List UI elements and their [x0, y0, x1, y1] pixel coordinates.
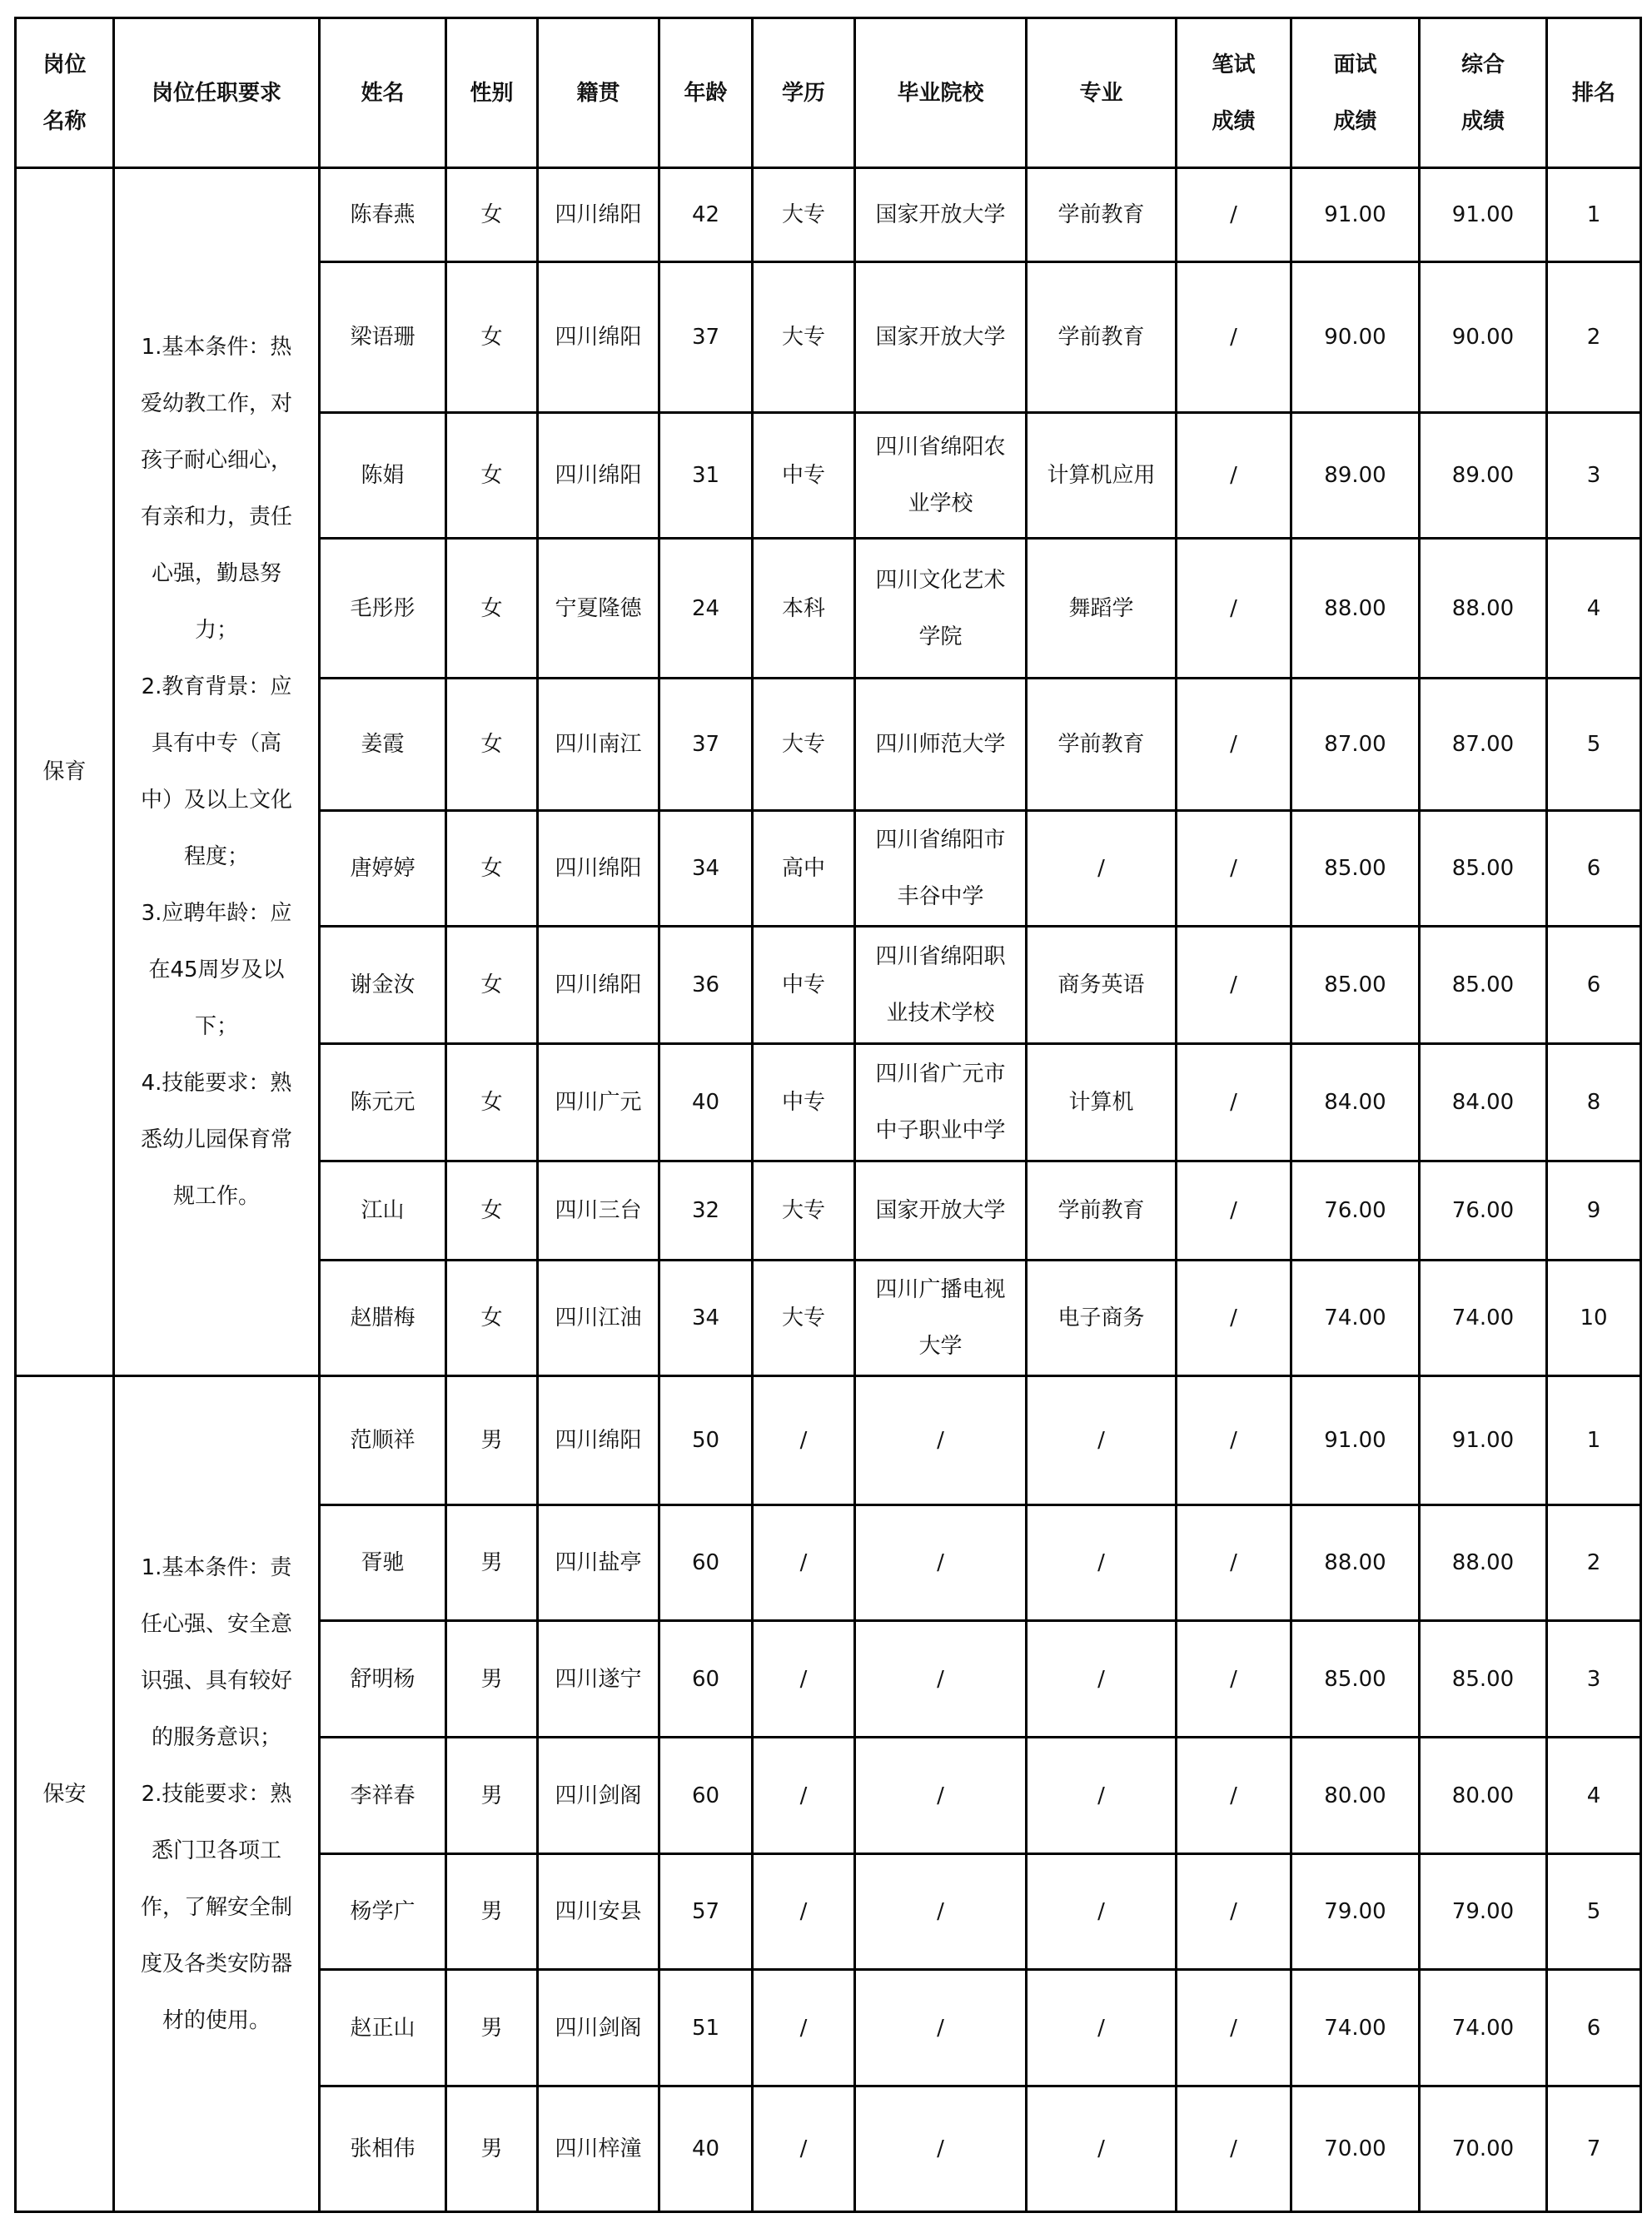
cell-school: / — [855, 1621, 1027, 1738]
requirement-line: 具有中专（高 — [151, 731, 281, 756]
cell-gender: 女 — [446, 168, 538, 262]
requirement-line: 爱幼教工作，对 — [140, 391, 292, 416]
cell-total-score: 74.00 — [1420, 1970, 1547, 2086]
cell-rank: 3 — [1547, 1621, 1641, 1738]
cell-major: 商务英语 — [1027, 927, 1177, 1044]
requirement-line: 程度； — [183, 844, 249, 869]
requirement-line: 的服务意识； — [151, 1724, 281, 1750]
cell-written-score: / — [1177, 2086, 1291, 2212]
cell-school: 四川省绵阳市丰谷中学 — [855, 811, 1027, 927]
cell-total-score: 85.00 — [1420, 811, 1547, 927]
requirement-line: 2.技能要求：熟 — [141, 1781, 292, 1807]
cell-native-place: 四川绵阳 — [538, 168, 659, 262]
cell-written-score: / — [1177, 539, 1291, 679]
cell-name: 杨学广 — [320, 1854, 446, 1970]
cell-total-score: 88.00 — [1420, 539, 1547, 679]
cell-written-score: / — [1177, 262, 1291, 413]
cell-written-score: / — [1177, 811, 1291, 927]
cell-education: 本科 — [753, 539, 855, 679]
cell-rank: 5 — [1547, 679, 1641, 811]
cell-education: / — [753, 1970, 855, 2086]
cell-gender: 女 — [446, 679, 538, 811]
requirement-line: 力； — [194, 618, 238, 643]
cell-gender: 男 — [446, 1505, 538, 1621]
cell-major: 电子商务 — [1027, 1261, 1177, 1376]
cell-written-score: / — [1177, 1044, 1291, 1161]
cell-native-place: 四川剑阁 — [538, 1970, 659, 2086]
cell-native-place: 宁夏隆德 — [538, 539, 659, 679]
cell-school: 四川文化艺术学院 — [855, 539, 1027, 679]
cell-interview-score: 88.00 — [1291, 1505, 1420, 1621]
cell-age: 37 — [659, 262, 753, 413]
cell-native-place: 四川安县 — [538, 1854, 659, 1970]
cell-gender: 女 — [446, 1261, 538, 1376]
cell-gender: 男 — [446, 1970, 538, 2086]
cell-age: 32 — [659, 1161, 753, 1261]
header-total-score — [1420, 18, 1547, 168]
cell-gender: 女 — [446, 262, 538, 413]
cell-written-score: / — [1177, 1376, 1291, 1505]
cell-name: 赵正山 — [320, 1970, 446, 2086]
position-name: 保育 — [16, 168, 114, 1376]
cell-interview-score: 91.00 — [1291, 168, 1420, 262]
position-requirements — [114, 168, 320, 1376]
cell-written-score: / — [1177, 1970, 1291, 2086]
cell-native-place: 四川绵阳 — [538, 811, 659, 927]
requirement-line: 3.应聘年龄：应 — [141, 901, 292, 926]
cell-age: 50 — [659, 1376, 753, 1505]
requirement-line: 孩子耐心细心， — [140, 448, 292, 473]
cell-name: 舒明杨 — [320, 1621, 446, 1738]
cell-age: 40 — [659, 2086, 753, 2212]
cell-interview-score: 88.00 — [1291, 539, 1420, 679]
cell-interview-score: 90.00 — [1291, 262, 1420, 413]
cell-total-score: 74.00 — [1420, 1261, 1547, 1376]
requirement-line: 度及各类安防器 — [140, 1951, 292, 1977]
cell-total-score: 84.00 — [1420, 1044, 1547, 1161]
cell-name: 唐婷婷 — [320, 811, 446, 927]
cell-school: 四川省绵阳职业技术学校 — [855, 927, 1027, 1044]
cell-rank: 8 — [1547, 1044, 1641, 1161]
requirement-line: 规工作。 — [172, 1184, 260, 1209]
cell-total-score: 91.00 — [1420, 1376, 1547, 1505]
requirement-line: 悉门卫各项工 — [151, 1838, 281, 1863]
cell-written-score: / — [1177, 1738, 1291, 1854]
cell-school: / — [855, 1738, 1027, 1854]
cell-name: 毛彤彤 — [320, 539, 446, 679]
requirement-line: 1.基本条件：责 — [141, 1554, 292, 1580]
cell-native-place: 四川南江 — [538, 679, 659, 811]
cell-native-place: 四川剑阁 — [538, 1738, 659, 1854]
requirement-line: 有亲和力，责任 — [140, 505, 292, 530]
cell-education: 高中 — [753, 811, 855, 927]
cell-age: 36 — [659, 927, 753, 1044]
cell-name: 张相伟 — [320, 2086, 446, 2212]
cell-major: 计算机应用 — [1027, 413, 1177, 539]
cell-written-score: / — [1177, 1161, 1291, 1261]
cell-education: / — [753, 1376, 855, 1505]
cell-major: 计算机 — [1027, 1044, 1177, 1161]
cell-education: / — [753, 1854, 855, 1970]
cell-major: 学前教育 — [1027, 1161, 1177, 1261]
cell-education: 大专 — [753, 1161, 855, 1261]
cell-interview-score: 89.00 — [1291, 413, 1420, 539]
cell-native-place: 四川绵阳 — [538, 262, 659, 413]
cell-native-place: 四川盐亭 — [538, 1505, 659, 1621]
cell-interview-score: 85.00 — [1291, 927, 1420, 1044]
cell-interview-score: 85.00 — [1291, 811, 1420, 927]
cell-name: 范顺祥 — [320, 1376, 446, 1505]
cell-native-place: 四川遂宁 — [538, 1621, 659, 1738]
requirement-line: 下； — [194, 1014, 238, 1039]
header-name: 姓名 — [320, 18, 446, 168]
cell-total-score: 91.00 — [1420, 168, 1547, 262]
requirement-line: 4.技能要求：熟 — [141, 1071, 292, 1096]
table-body — [16, 168, 1641, 2212]
header-age: 年龄 — [659, 18, 753, 168]
cell-major: / — [1027, 2086, 1177, 2212]
header-total-score-label: 综合成绩 — [1460, 52, 1505, 134]
cell-rank: 4 — [1547, 1738, 1641, 1854]
cell-interview-score: 79.00 — [1291, 1854, 1420, 1970]
header-written-score-label: 笔试成绩 — [1212, 52, 1256, 134]
cell-rank: 6 — [1547, 811, 1641, 927]
cell-interview-score: 87.00 — [1291, 679, 1420, 811]
header-interview-score-label: 面试成绩 — [1333, 52, 1377, 134]
cell-gender: 女 — [446, 811, 538, 927]
cell-written-score: / — [1177, 1854, 1291, 1970]
cell-gender: 男 — [446, 1621, 538, 1738]
header-major: 专业 — [1027, 18, 1177, 168]
header-interview-score — [1291, 18, 1420, 168]
cell-name: 赵腊梅 — [320, 1261, 446, 1376]
cell-name: 谢金汝 — [320, 927, 446, 1044]
cell-rank: 7 — [1547, 2086, 1641, 2212]
cell-interview-score: 91.00 — [1291, 1376, 1420, 1505]
position-name: 保安 — [16, 1376, 114, 2212]
requirement-line: 悉幼儿园保育常 — [140, 1127, 292, 1152]
cell-gender: 女 — [446, 1161, 538, 1261]
header-requirements: 岗位任职要求 — [114, 18, 320, 168]
cell-rank: 2 — [1547, 1505, 1641, 1621]
cell-school: 国家开放大学 — [855, 1161, 1027, 1261]
cell-gender: 女 — [446, 539, 538, 679]
cell-name: 李祥春 — [320, 1738, 446, 1854]
cell-rank: 3 — [1547, 413, 1641, 539]
cell-name: 陈娟 — [320, 413, 446, 539]
table-row — [16, 168, 1641, 262]
cell-education: 中专 — [753, 1044, 855, 1161]
requirement-line: 任心强、安全意 — [140, 1611, 292, 1637]
cell-education: 中专 — [753, 413, 855, 539]
cell-school: 四川师范大学 — [855, 679, 1027, 811]
cell-interview-score: 80.00 — [1291, 1738, 1420, 1854]
cell-written-score: / — [1177, 1621, 1291, 1738]
cell-total-score: 80.00 — [1420, 1738, 1547, 1854]
cell-school: 四川省绵阳农业学校 — [855, 413, 1027, 539]
cell-education: / — [753, 1505, 855, 1621]
cell-age: 42 — [659, 168, 753, 262]
cell-age: 60 — [659, 1621, 753, 1738]
cell-name: 陈元元 — [320, 1044, 446, 1161]
cell-written-score: / — [1177, 927, 1291, 1044]
requirement-line: 心强，勤恳努 — [151, 561, 281, 586]
cell-school: / — [855, 1505, 1027, 1621]
cell-age: 51 — [659, 1970, 753, 2086]
cell-native-place: 四川梓潼 — [538, 2086, 659, 2212]
cell-interview-score: 74.00 — [1291, 1970, 1420, 2086]
cell-education: 中专 — [753, 927, 855, 1044]
cell-interview-score: 84.00 — [1291, 1044, 1420, 1161]
results-table — [14, 17, 1642, 2213]
cell-school: 国家开放大学 — [855, 262, 1027, 413]
requirement-line: 1.基本条件：热 — [141, 335, 292, 360]
cell-age: 57 — [659, 1854, 753, 1970]
cell-major: / — [1027, 1854, 1177, 1970]
cell-total-score: 85.00 — [1420, 1621, 1547, 1738]
cell-school: 四川广播电视大学 — [855, 1261, 1027, 1376]
cell-age: 34 — [659, 1261, 753, 1376]
cell-education: 大专 — [753, 1261, 855, 1376]
cell-interview-score: 76.00 — [1291, 1161, 1420, 1261]
cell-major: / — [1027, 811, 1177, 927]
requirement-line: 材的使用。 — [162, 2007, 271, 2033]
cell-gender: 男 — [446, 2086, 538, 2212]
cell-major: / — [1027, 1621, 1177, 1738]
cell-interview-score: 70.00 — [1291, 2086, 1420, 2212]
cell-rank: 1 — [1547, 1376, 1641, 1505]
cell-native-place: 四川绵阳 — [538, 927, 659, 1044]
requirement-line: 2.教育背景：应 — [141, 674, 292, 699]
cell-name: 胥驰 — [320, 1505, 446, 1621]
cell-rank: 5 — [1547, 1854, 1641, 1970]
cell-name: 梁语珊 — [320, 262, 446, 413]
cell-major: 学前教育 — [1027, 679, 1177, 811]
cell-education: 大专 — [753, 168, 855, 262]
cell-native-place: 四川绵阳 — [538, 1376, 659, 1505]
cell-gender: 男 — [446, 1738, 538, 1854]
cell-school: 国家开放大学 — [855, 168, 1027, 262]
cell-rank: 6 — [1547, 927, 1641, 1044]
cell-native-place: 四川广元 — [538, 1044, 659, 1161]
cell-rank: 2 — [1547, 262, 1641, 413]
cell-total-score: 76.00 — [1420, 1161, 1547, 1261]
cell-age: 40 — [659, 1044, 753, 1161]
cell-school: 四川省广元市中子职业中学 — [855, 1044, 1027, 1161]
header-position — [16, 18, 114, 168]
header-gender: 性别 — [446, 18, 538, 168]
header-written-score — [1177, 18, 1291, 168]
cell-written-score: / — [1177, 1505, 1291, 1621]
cell-name: 陈春燕 — [320, 168, 446, 262]
cell-major: / — [1027, 1505, 1177, 1621]
cell-native-place: 四川江油 — [538, 1261, 659, 1376]
requirement-line: 中）及以上文化 — [140, 788, 292, 813]
requirement-line: 在45周岁及以 — [148, 957, 285, 982]
cell-major: 学前教育 — [1027, 168, 1177, 262]
cell-total-score: 79.00 — [1420, 1854, 1547, 1970]
cell-total-score: 88.00 — [1420, 1505, 1547, 1621]
requirement-line: 识强、具有较好 — [140, 1668, 292, 1693]
position-requirements — [114, 1376, 320, 2212]
cell-major: 舞蹈学 — [1027, 539, 1177, 679]
header-school: 毕业院校 — [855, 18, 1027, 168]
cell-major: / — [1027, 1970, 1177, 2086]
cell-native-place: 四川绵阳 — [538, 413, 659, 539]
cell-gender: 女 — [446, 1044, 538, 1161]
requirement-line: 作，了解安全制 — [140, 1894, 292, 1920]
header-native-place: 籍贯 — [538, 18, 659, 168]
cell-education: / — [753, 1621, 855, 1738]
cell-school: / — [855, 2086, 1027, 2212]
cell-school: / — [855, 1854, 1027, 1970]
cell-total-score: 89.00 — [1420, 413, 1547, 539]
cell-education: 大专 — [753, 679, 855, 811]
cell-rank: 1 — [1547, 168, 1641, 262]
header-position-label: 岗位名称 — [42, 52, 87, 134]
cell-gender: 女 — [446, 413, 538, 539]
cell-rank: 6 — [1547, 1970, 1641, 2086]
header-row — [16, 18, 1641, 168]
cell-education: / — [753, 1738, 855, 1854]
cell-interview-score: 74.00 — [1291, 1261, 1420, 1376]
cell-gender: 男 — [446, 1854, 538, 1970]
cell-total-score: 70.00 — [1420, 2086, 1547, 2212]
cell-age: 60 — [659, 1505, 753, 1621]
cell-education: / — [753, 2086, 855, 2212]
cell-age: 24 — [659, 539, 753, 679]
cell-name: 江山 — [320, 1161, 446, 1261]
header-education: 学历 — [753, 18, 855, 168]
cell-rank: 4 — [1547, 539, 1641, 679]
cell-rank: 10 — [1547, 1261, 1641, 1376]
cell-gender: 女 — [446, 927, 538, 1044]
cell-native-place: 四川三台 — [538, 1161, 659, 1261]
cell-age: 37 — [659, 679, 753, 811]
table-header — [16, 18, 1641, 168]
cell-rank: 9 — [1547, 1161, 1641, 1261]
cell-age: 60 — [659, 1738, 753, 1854]
table-row — [16, 1376, 1641, 1505]
cell-total-score: 85.00 — [1420, 927, 1547, 1044]
cell-education: 大专 — [753, 262, 855, 413]
cell-name: 姜霞 — [320, 679, 446, 811]
cell-major: 学前教育 — [1027, 262, 1177, 413]
cell-written-score: / — [1177, 168, 1291, 262]
cell-gender: 男 — [446, 1376, 538, 1505]
cell-age: 31 — [659, 413, 753, 539]
cell-total-score: 90.00 — [1420, 262, 1547, 413]
cell-school: / — [855, 1970, 1027, 2086]
cell-written-score: / — [1177, 413, 1291, 539]
header-rank: 排名 — [1547, 18, 1641, 168]
cell-age: 34 — [659, 811, 753, 927]
cell-school: / — [855, 1376, 1027, 1505]
cell-total-score: 87.00 — [1420, 679, 1547, 811]
cell-written-score: / — [1177, 679, 1291, 811]
cell-major: / — [1027, 1376, 1177, 1505]
cell-written-score: / — [1177, 1261, 1291, 1376]
cell-major: / — [1027, 1738, 1177, 1854]
cell-interview-score: 85.00 — [1291, 1621, 1420, 1738]
